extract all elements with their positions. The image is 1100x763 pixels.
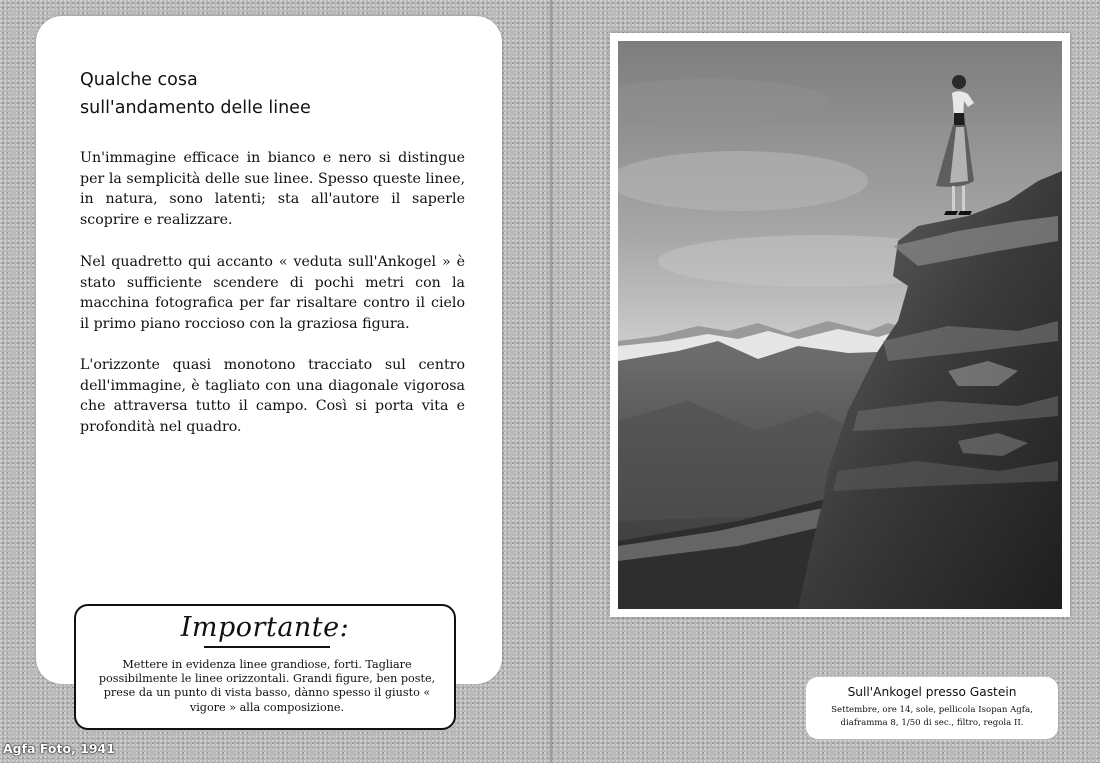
caption-box xyxy=(806,677,1058,739)
page-title xyxy=(80,66,480,122)
important-underline xyxy=(204,646,330,648)
paragraph-3: L'orizzonte quasi monotono tracciato sul centro dell'immagine, è tagliato con una diagonale vigorosa che attraversa tutto il campo. Così si porta vita e profondità nel quadro. xyxy=(80,357,465,435)
caption-title: Sull'Ankogel presso Gastein xyxy=(847,685,1017,699)
page-fold xyxy=(549,0,557,763)
paragraph-1: Un'immagine efficace in bianco e nero si distingue per la semplicità delle sue linee. Spesso queste linee, in natura, sono latenti; sta all'autore il saperle scoprire e realizzare. xyxy=(80,150,465,228)
caption-detail: Settembre, ore 14, sole, pellicola Isopan Agfa, diaframma 8, 1/50 di sec., filtro, regola II. xyxy=(831,705,1033,728)
credit-label: Agfa Foto, 1941 xyxy=(3,741,115,756)
important-title: Importante: xyxy=(180,612,350,643)
mountain-photo xyxy=(618,41,1062,609)
important-box xyxy=(74,604,456,730)
title-line-2: sull'andamento delle linee xyxy=(80,98,311,118)
title-line-1: Qualche cosa xyxy=(80,70,198,90)
important-text: Mettere in evidenza linee grandiose, forti. Tagliare possibilmente le linee orizzontali. Grandi figure, ben poste, prese da un punto di vista basso, dànno spesso il giusto « vigore » alla composizione. xyxy=(98,658,436,714)
paragraph-2: Nel quadretto qui accanto « veduta sull'Ankogel » è stato sufficiente scendere di pochi metri con la macchina fotografica per far risaltare contro il cielo il primo piano roccioso con la graziosa figura. xyxy=(80,254,465,332)
mountain-photo-illustration xyxy=(618,41,1062,609)
